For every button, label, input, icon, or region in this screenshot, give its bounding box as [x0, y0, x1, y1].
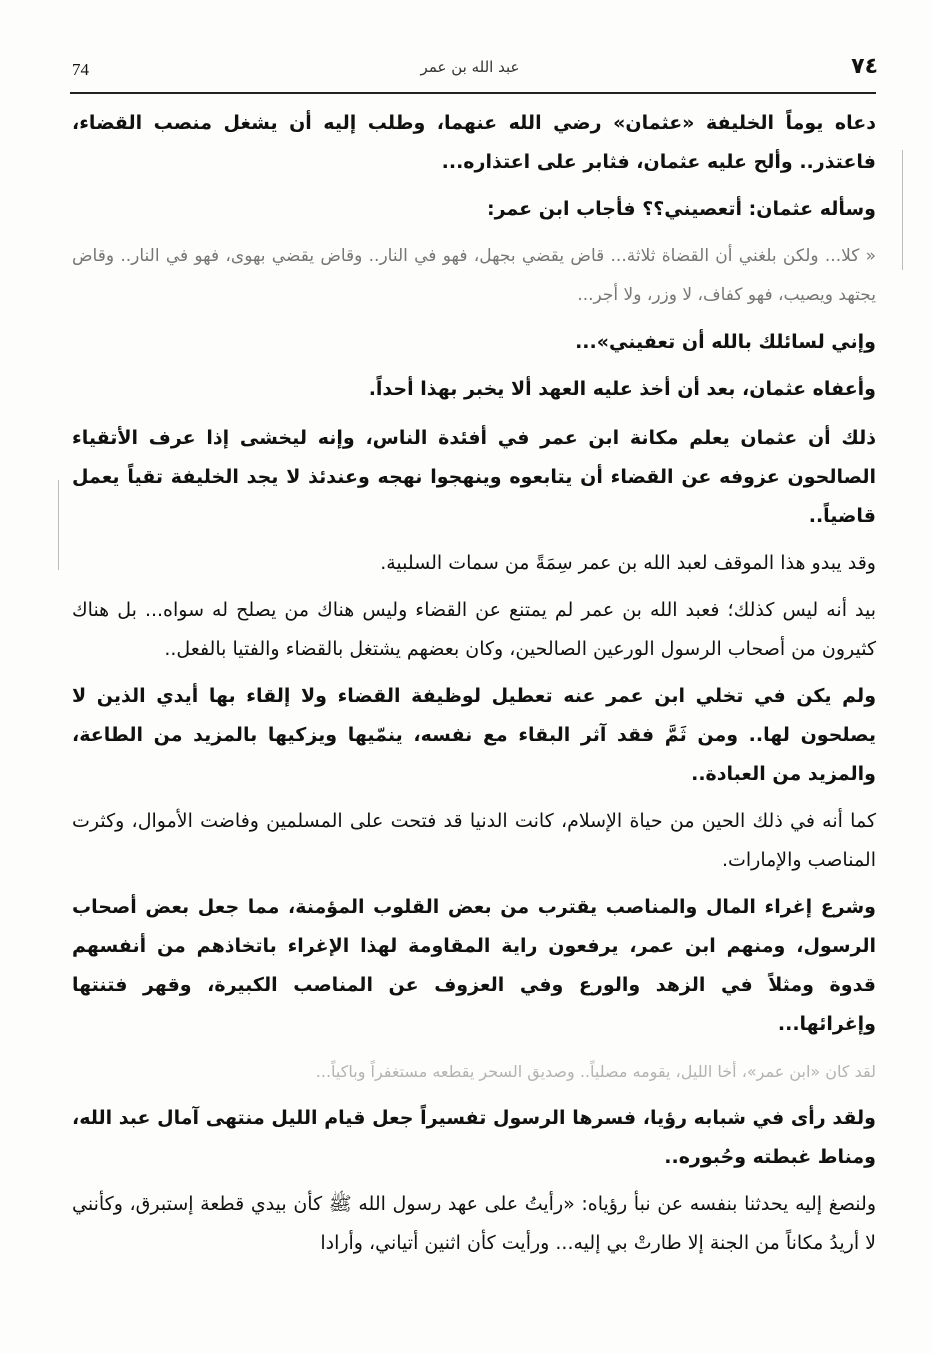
paragraph: وسأله عثمان: أتعصيني؟؟ فأجاب ابن عمر: — [486, 198, 876, 220]
paragraph: دعاه يوماً الخليفة «عثمان» رضي الله عنهما، وطلب إليه أن يشغل منصب القضاء، فاعتذر.. وألح عليه عثمان، فثابر على اعتذاره... — [72, 112, 876, 173]
header-divider — [70, 92, 876, 94]
page-body — [72, 104, 876, 1271]
quote-paragraph: « كلا... ولكن بلغني أن القضاة ثلاثة... قاض يقضي بجهل، فهو في النار.. وقاض يقضي بهوى، فهو في النار.. وقاض يجتهد ويصيب، فهو كفاف، لا وزر، ولا أجر... — [72, 246, 876, 305]
running-title: عبد الله بن عمر — [420, 58, 520, 76]
scan-artifact-line — [902, 150, 903, 270]
paragraph: وشرع إغراء المال والمناصب يقترب من بعض القلوب المؤمنة، مما جعل بعض أصحاب الرسول، ومنهم ابن عمر، يرفعون راية المقاومة لهذا الإغراء باتخاذهم من أنفسهم قدوة ومثلاً في الزهد والورع وفي العزوف عن المناصب الكبيرة، وقهر فتنتها وإغرائها... — [72, 896, 876, 1035]
faded-paragraph: لقد كان «ابن عمر»، أخا الليل، يقومه مصلياً.. وصديق السحر يقطعه مستغفراً وباكياً... — [315, 1062, 876, 1081]
paragraph: بيد أنه ليس كذلك؛ فعبد الله بن عمر لم يمتنع عن القضاء وليس هناك من يصلح له سواه... بل هناك كثيرون من أصحاب الرسول الورعين الصالحين، وكان بعضهم يشتغل بالقضاء والفتيا بالفعل.. — [72, 599, 876, 660]
page-header — [62, 52, 878, 86]
paragraph: وقد يبدو هذا الموقف لعبد الله بن عمر سِمَةً من سمات السلبية. — [380, 552, 876, 574]
paragraph: كما أنه في ذلك الحين من حياة الإسلام، كانت الدنيا قد فتحت على المسلمين وفاضت الأموال، وكثرت المناصب والإمارات. — [72, 810, 876, 871]
paragraph: ولم يكن في تخلي ابن عمر عنه تعطيل لوظيفة القضاء ولا إلقاء بها أيدي الذين لا يصلحون لها.. ومن ثَمَّ فقد آثر البقاء مع نفسه، ينمّيها ويزكيها بالمزيد من الطاعة، والمزيد من العبادة.. — [72, 685, 876, 785]
paragraph: وإني لسائلك بالله أن تعفيني»... — [575, 331, 876, 353]
scan-artifact-line — [58, 480, 59, 570]
page-number-arabic: ٧٤ — [851, 54, 878, 79]
paragraph: ذلك أن عثمان يعلم مكانة ابن عمر في أفئدة الناس، وإنه ليخشى إذا عرف الأتقياء الصالحون عزوفه عن القضاء أن يتابعوه وينهجوا نهجه وعندئذ لا يجد الخليفة تقياً يعمل قاضياً.. — [72, 427, 876, 527]
paragraph: ولقد رأى في شبابه رؤيا، فسرها الرسول تفسيراً جعل قيام الليل منتهى آمال عبد الله، ومناط غبطته وحُبوره.. — [72, 1107, 876, 1168]
paragraph: ولنصغ إليه يحدثنا بنفسه عن نبأ رؤياه: «رأيتُ على عهد رسول الله ﷺ كأن بيدي قطعة إستبرق، وكأنني لا أريدُ مكاناً من الجنة إلا طارتْ بي إليه... ورأيت كأن اثنين أتياني، وأرادا — [72, 1193, 876, 1254]
page-number-latin: 74 — [72, 60, 89, 79]
paragraph: وأعفاه عثمان، بعد أن أخذ عليه العهد ألا يخبر بهذا أحداً. — [368, 378, 876, 400]
